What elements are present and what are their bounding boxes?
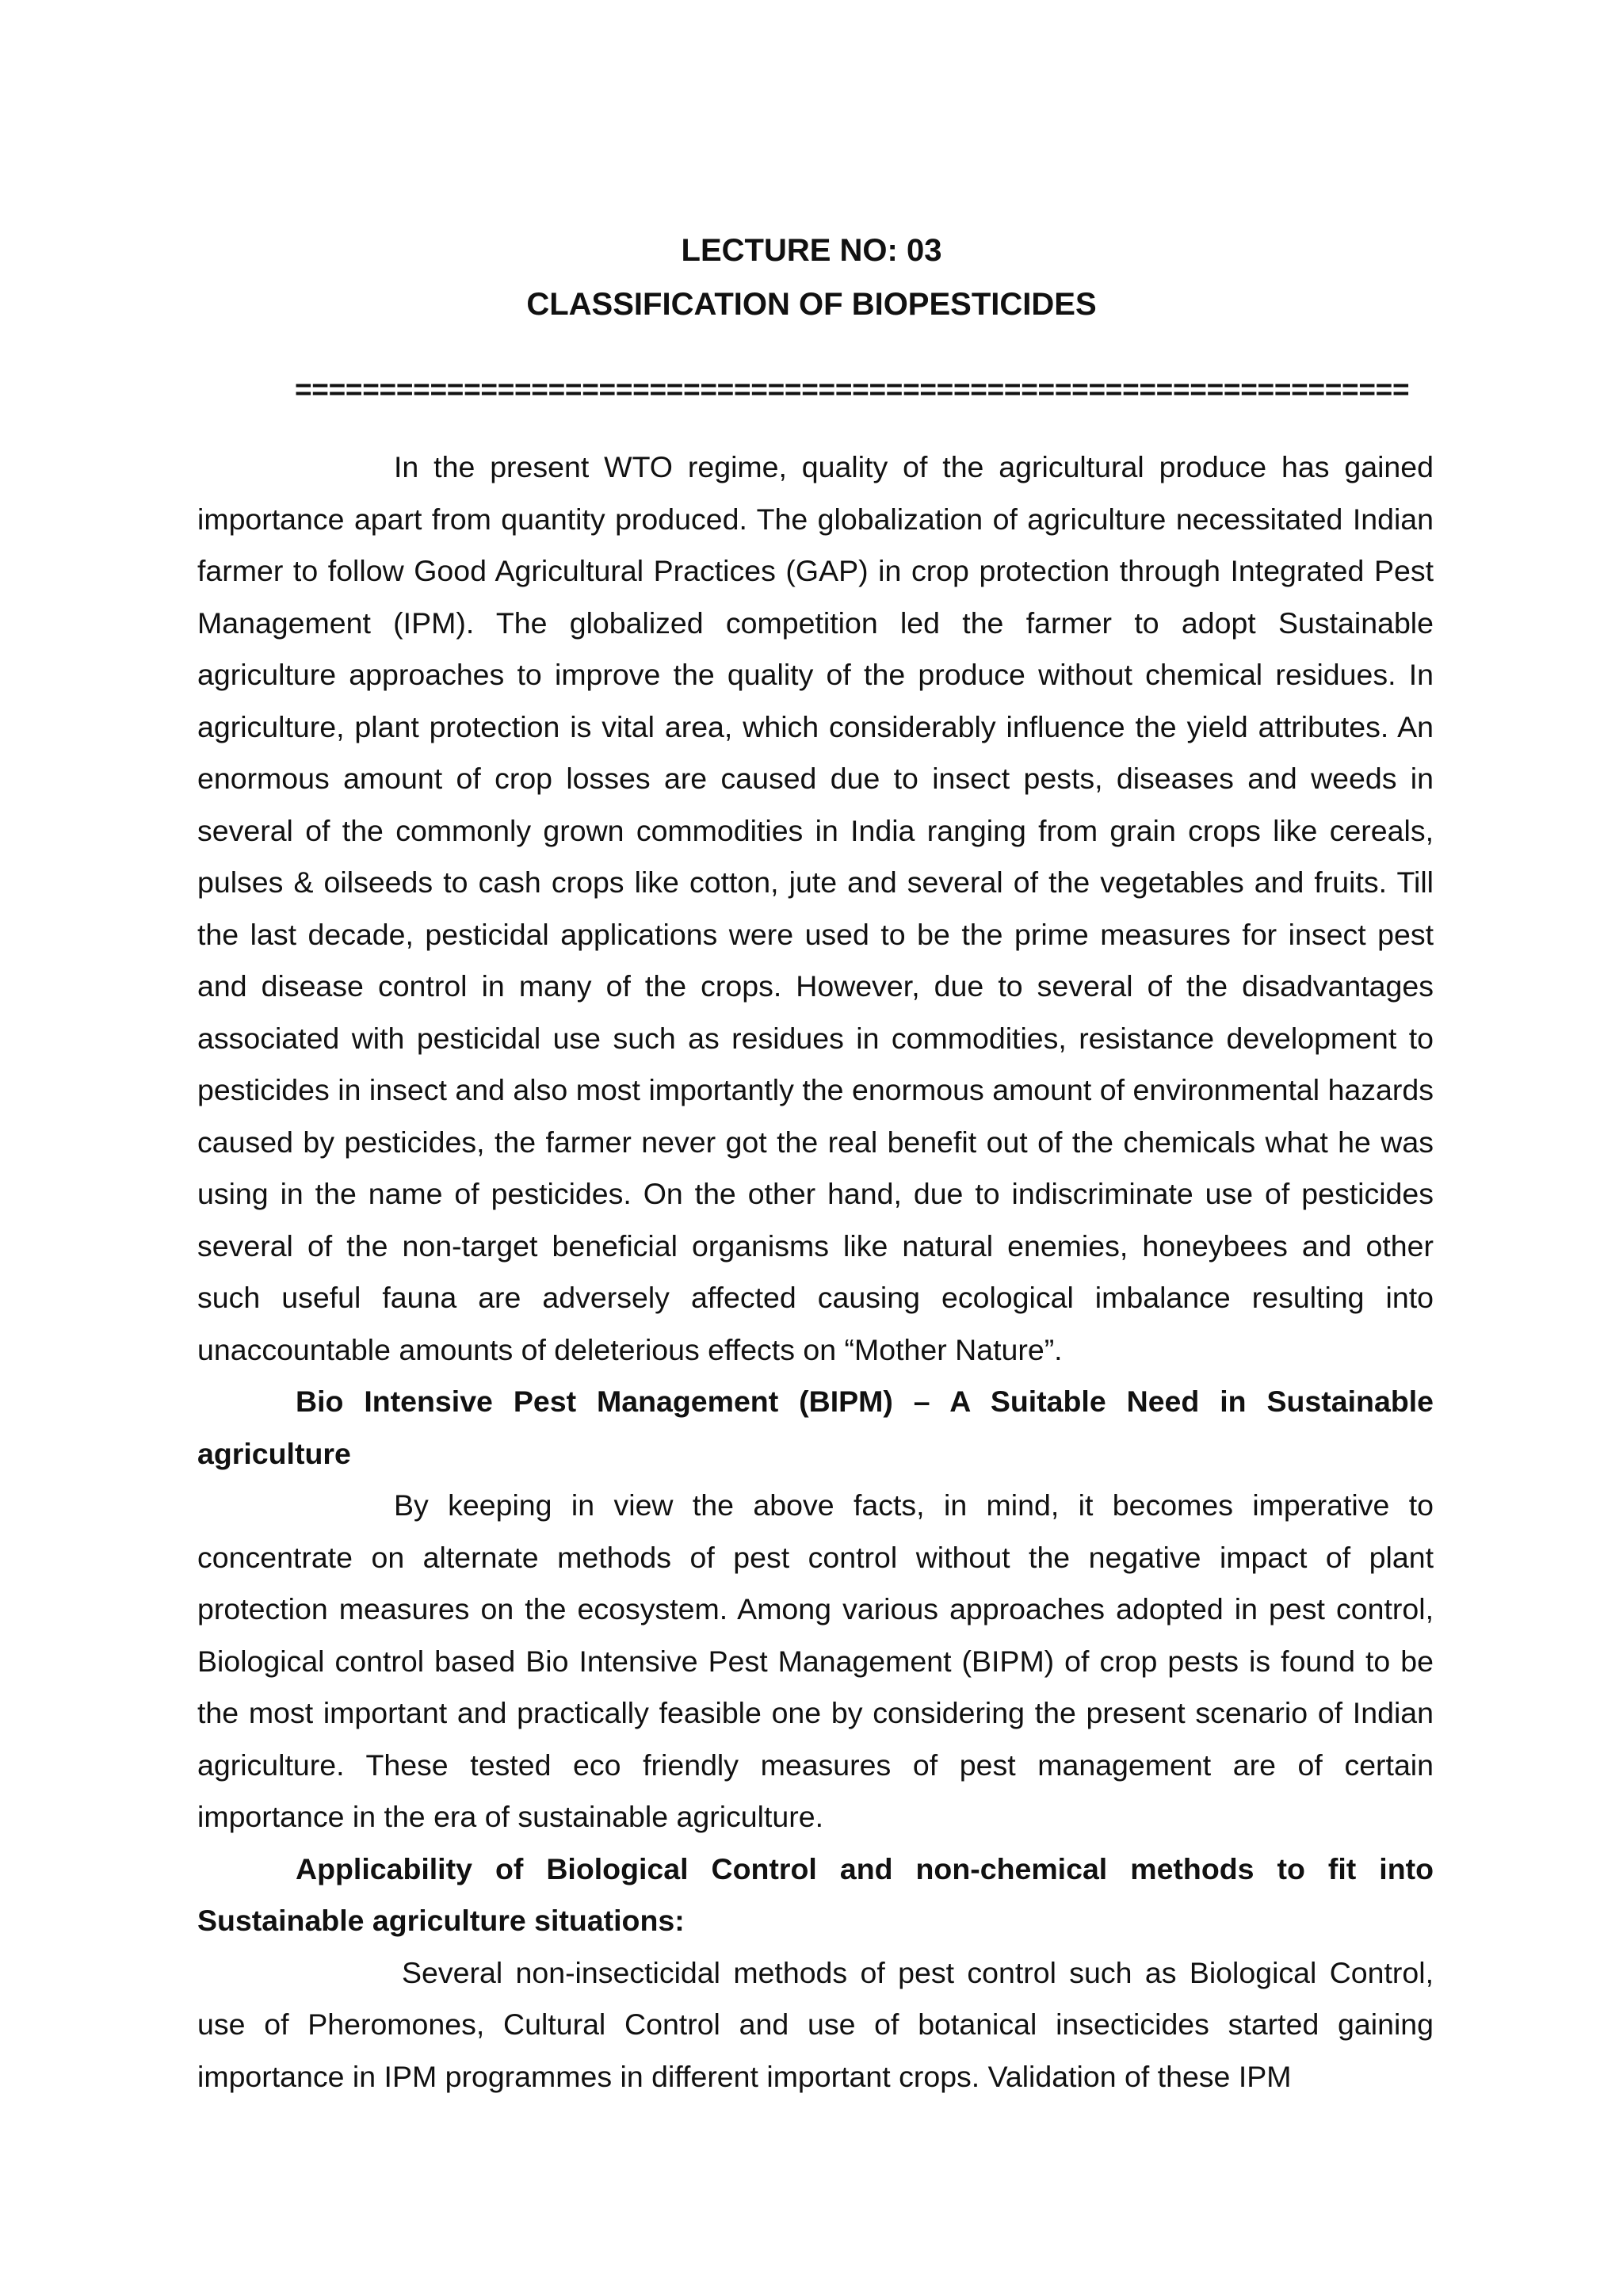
document-title: CLASSIFICATION OF BIOPESTICIDES: [526, 287, 1097, 322]
heading-applicability: Applicability of Biological Control and non-chemical methods to fit into Sustainable agriculture situations:: [197, 1851, 1434, 1937]
lecture-number: LECTURE NO: 03: [681, 233, 942, 268]
separator-line: ==================================================================: [295, 373, 1410, 406]
document-body: [197, 441, 1434, 2103]
paragraph-intro: In the present WTO regime, quality of the agricultural produce has gained importance apart from quantity produced. The globalization of agriculture necessitated Indian farmer to follow Good Agricultural Practices (GAP) in crop protection through Integrated Pest Management (IPM). The globalized competition led the farmer to adopt Sustainable agriculture approaches to improve the quality of the produce without chemical residues. In agriculture, plant protection is vital area, which considerably influence the yield attributes. An enormous amount of crop losses are caused due to insect pests, diseases and weeds in several of the commonly grown commodities in India ranging from grain crops like cereals, pulses & oilseeds to cash crops like cotton, jute and several of the vegetables and fruits. Till the last decade, pesticidal applications were used to be the prime measures for insect pest and disease control in many of the crops. However, due to several of the disadvantages associated with pesticidal use such as residues in commodities, resistance development to pesticides in insect and also most importantly the enormous amount of environmental hazards caused by pesticides, the farmer never got the real benefit out of the chemicals what he was using in the name of pesticides. On the other hand, due to indiscriminate use of pesticides several of the non-target beneficial organisms like natural enemies, honeybees and other such useful fauna are adversely affected causing ecological imbalance resulting into unaccountable amounts of deleterious effects on “Mother Nature”.: [197, 450, 1434, 1366]
paragraph-applicability: Several non-insecticidal methods of pest control such as Biological Control, use of Pheromones, Cultural Control and use of botanical insecticides started gaining importance in IPM programmes in different important crops. Validation of these IPM: [197, 1955, 1434, 2093]
heading-bipm: Bio Intensive Pest Management (BIPM) – A Suitable Need in Sustainable agriculture: [197, 1385, 1434, 1470]
paragraph-bipm: By keeping in view the above facts, in mind, it becomes imperative to concentrate on alternate methods of pest control without the negative impact of plant protection measures on the ecosystem. Among various approaches adopted in pest control, Biological control based Bio Intensive Pest Management (BIPM) of crop pests is found to be the most important and practically feasible one by considering the present scenario of Indian agriculture. These tested eco friendly measures of pest management are of certain importance in the era of sustainable agriculture.: [197, 1488, 1434, 1833]
